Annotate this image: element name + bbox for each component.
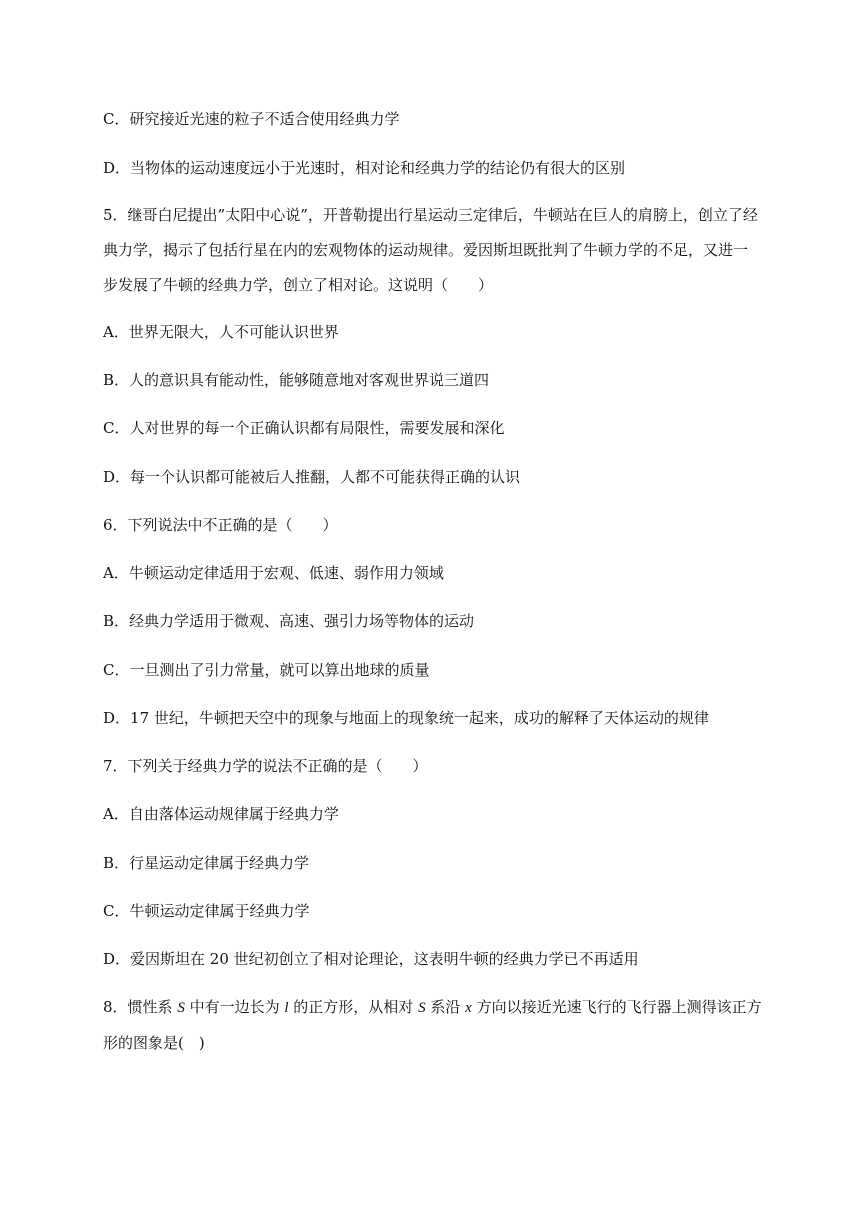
q8-text: 方向以接近光速飞行的飞行器上测得该正方 (471, 998, 762, 1016)
q5-stem-line: 步发展了牛顿的经典力学，创立了相对论。这说明（ ） (103, 276, 494, 294)
q5-option-d: D．每一个认识都可能被后人推翻，人都不可能获得正确的认识 (103, 468, 521, 486)
q4-option-d: D．当物体的运动速度远小于光速时，相对论和经典力学的结论仍有很大的区别 (103, 159, 626, 177)
q8-text: 8．惯性系 (103, 998, 178, 1016)
q6-option-b: B．经典力学适用于微观、高速、强引力场等物体的运动 (103, 612, 475, 630)
q5-stem (103, 198, 763, 303)
q8-var-l: l (284, 1000, 289, 1016)
q8-var-s: S (177, 1000, 185, 1016)
q8-var-x: x (465, 1000, 472, 1016)
q6-option-a: A．牛顿运动定律适用于宏观、低速、弱作用力领域 (103, 564, 444, 582)
q5-stem-line: 5．继哥白尼提出”太阳中心说”，开普勒提出行星运动三定律后，牛顿站在巨人的肩膀上，创立了经 (103, 206, 758, 224)
q5-option-a: A．世界无限大，人不可能认识世界 (103, 323, 339, 341)
q5-option-c: C．人对世界的每一个正确认识都有局限性，需要发展和深化 (103, 419, 505, 437)
q8-stem-line-2: 形的图象是( ) (103, 1034, 205, 1052)
q8-text: 系沿 (425, 998, 466, 1016)
q6-stem: 6．下列说法中不正确的是（ ） (103, 516, 338, 534)
q8-text: 的正方形，从相对 (288, 998, 419, 1016)
q7-option-c: C．牛顿运动定律属于经典力学 (103, 902, 310, 920)
q8-text: 中有一边长为 (184, 998, 285, 1016)
q7-option-b: B．行星运动定律属于经典力学 (103, 854, 310, 872)
q6-option-c: C．一旦测出了引力常量，就可以算出地球的质量 (103, 661, 430, 679)
q8-stem (103, 990, 763, 1061)
q5-stem-line: 典力学，揭示了包括行星在内的宏观物体的运动规律。爱因斯坦既批判了牛顿力学的不足，又进一 (103, 241, 749, 259)
q8-stem-line-1 (103, 990, 763, 1026)
q5-option-b: B．人的意识具有能动性，能够随意地对客观世界说三道四 (103, 371, 490, 389)
q7-stem: 7．下列关于经典力学的说法不正确的是（ ） (103, 757, 428, 775)
q4-option-c: C．研究接近光速的粒子不适合使用经典力学 (103, 110, 400, 128)
q6-option-d: D．17 世纪，牛顿把天空中的现象与地面上的现象统一起来，成功的解释了天体运动的规律 (103, 709, 709, 727)
q8-var-s: S (418, 1000, 426, 1016)
q7-option-d: D．爱因斯坦在 20 世纪初创立了相对论理论，这表明牛顿的经典力学已不再适用 (103, 950, 639, 968)
q7-option-a: A．自由落体运动规律属于经典力学 (103, 805, 339, 823)
